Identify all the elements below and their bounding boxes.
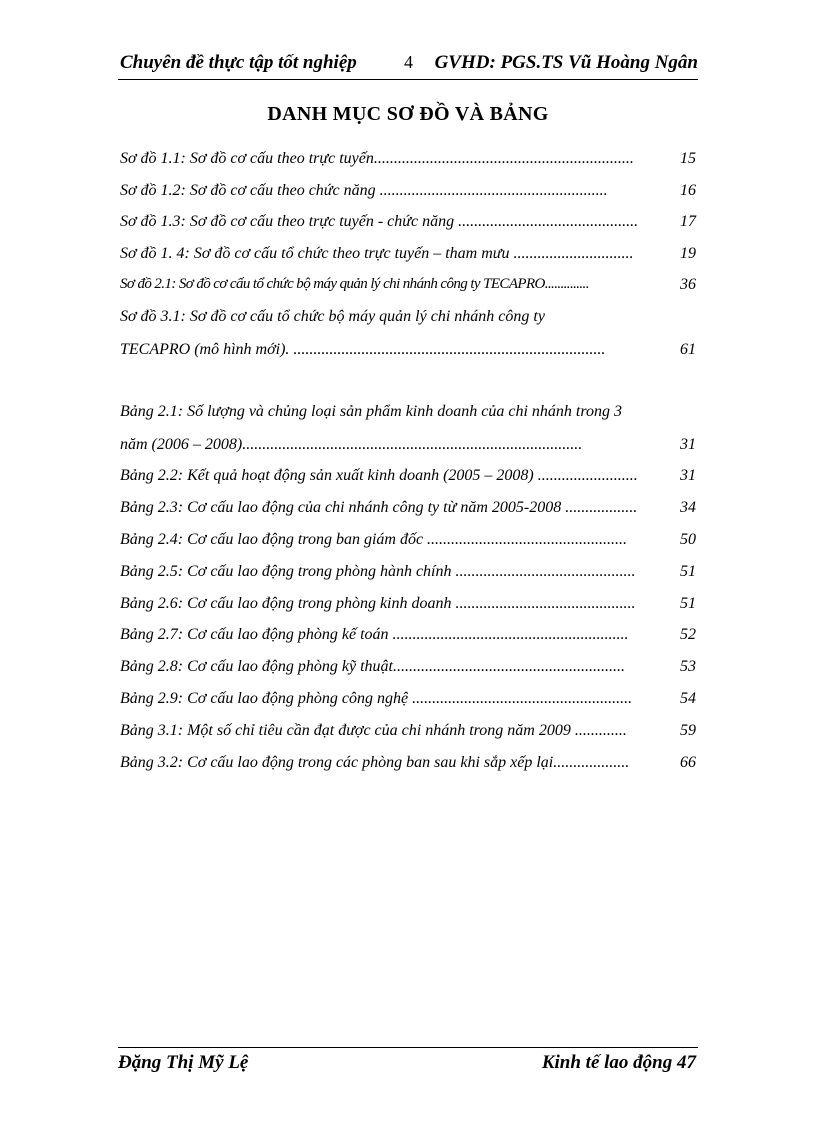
toc-entry-table-2-4[interactable] (120, 531, 696, 553)
footer-divider (118, 1047, 698, 1048)
toc-entry-table-3-1[interactable] (120, 722, 696, 744)
toc-entry-text: Sơ đồ 1.2: Sơ đồ cơ cấu theo chức năng ......................................................... (120, 182, 608, 199)
toc-entry-page: 53 (680, 658, 696, 675)
toc-entry-page: 59 (680, 722, 696, 739)
toc-entry-text: Bảng 2.7: Cơ cấu lao động phòng kế toán ........................................................... (120, 626, 629, 643)
toc-entry-page: 52 (680, 626, 696, 643)
toc-entry-diagram-1-4[interactable] (120, 245, 696, 267)
toc-entry-text: Bảng 2.3: Cơ cấu lao động của chi nhánh công ty từ năm 2005-2008 .................. (120, 499, 638, 516)
toc-entry-page: 15 (680, 150, 696, 167)
toc-entry-text: TECAPRO (mô hình mới). .............................................................................. (120, 341, 606, 358)
toc-entry-page: 16 (680, 182, 696, 199)
toc-entry-text: năm (2006 – 2008)..................................................................................... (120, 436, 583, 453)
toc-entry-table-2-9[interactable] (120, 690, 696, 712)
toc-entry-table-3-2[interactable] (120, 754, 696, 776)
toc-entry-page: 17 (680, 213, 696, 230)
toc-entry-table-2-1-cont[interactable] (120, 436, 696, 458)
toc-entry-table-2-5[interactable] (120, 563, 696, 585)
toc-entry-diagram-2-1[interactable] (120, 276, 696, 298)
toc-entry-table-2-2[interactable] (120, 467, 696, 489)
toc-entry-page: 31 (680, 436, 696, 453)
toc-entry-text: Bảng 2.2: Kết quả hoạt động sản xuất kinh doanh (2005 – 2008) ......................... (120, 467, 638, 484)
toc-entry-text: Sơ đồ 1.1: Sơ đồ cơ cấu theo trực tuyến................................................................. (120, 150, 634, 167)
toc-entry-page: 51 (680, 595, 696, 612)
toc-entry-page: 50 (680, 531, 696, 548)
footer-department: Kinh tế lao động 47 (541, 1052, 696, 1073)
header-course-title: Chuyên đề thực tập tốt nghiệp (120, 52, 357, 73)
toc-entry-table-2-6[interactable] (120, 595, 696, 617)
toc-entry-page: 66 (680, 754, 696, 771)
header-page-number: 4 (404, 52, 413, 72)
toc-entry-page: 51 (680, 563, 696, 580)
toc-entry-text: Bảng 2.9: Cơ cấu lao động phòng công nghệ ....................................................... (120, 690, 633, 707)
toc-entry-text: Bảng 3.2: Cơ cấu lao động trong các phòng ban sau khi sắp xếp lại................... (120, 754, 630, 771)
toc-entry-page: 31 (680, 467, 696, 484)
toc-entry-page: 36 (680, 276, 696, 293)
toc-entry-diagram-3-1[interactable] (120, 308, 696, 330)
page-header (120, 52, 698, 76)
header-supervisor: GVHD: PGS.TS Vũ Hoàng Ngân (434, 52, 698, 73)
toc-entry-table-2-8[interactable] (120, 658, 696, 680)
toc-entry-page: 61 (680, 341, 696, 358)
toc-entry-text: Bảng 3.1: Một số chỉ tiêu cần đạt được của chi nhánh trong năm 2009 ............. (120, 722, 627, 739)
toc-entry-text: Bảng 2.8: Cơ cấu lao động phòng kỹ thuật.......................................................... (120, 658, 625, 675)
toc-entry-diagram-3-1-cont[interactable] (120, 341, 696, 363)
toc-entry-text: Sơ đồ 1. 4: Sơ đồ cơ cấu tổ chức theo trực tuyến – tham mưu .............................. (120, 245, 634, 262)
toc-entry-diagram-1-3[interactable] (120, 213, 696, 235)
toc-entry-table-2-1[interactable] (120, 403, 696, 425)
toc-entry-page: 54 (680, 690, 696, 707)
toc-entry-text: Bảng 2.4: Cơ cấu lao động trong ban giám đốc .................................................. (120, 531, 628, 548)
toc-entry-text: Sơ đồ 1.3: Sơ đồ cơ cấu theo trực tuyến - chức năng ............................................. (120, 213, 639, 230)
toc-entry-diagram-1-1[interactable] (120, 150, 696, 172)
toc-entry-table-2-7[interactable] (120, 626, 696, 648)
toc-entry-text: Bảng 2.6: Cơ cấu lao động trong phòng kinh doanh ............................................. (120, 595, 636, 612)
toc-entry-page: 19 (680, 245, 696, 262)
toc-entry-page: 34 (680, 499, 696, 516)
header-divider (118, 79, 698, 80)
page-title: DANH MỤC SƠ ĐỒ VÀ BẢNG (267, 103, 549, 125)
toc-entry-table-2-3[interactable] (120, 499, 696, 521)
toc-entry-diagram-1-2[interactable] (120, 182, 696, 204)
toc-entry-text: Sơ đồ 3.1: Sơ đồ cơ cấu tổ chức bộ máy quản lý chi nhánh công ty (120, 308, 545, 325)
toc-entry-text: Bảng 2.1: Số lượng và chủng loại sản phẩm kinh doanh của chi nhánh trong 3 (120, 403, 622, 420)
footer-author: Đặng Thị Mỹ Lệ (118, 1052, 249, 1073)
toc-entry-text: Bảng 2.5: Cơ cấu lao động trong phòng hành chính ............................................. (120, 563, 636, 580)
toc-entry-text: Sơ đồ 2.1: Sơ đồ cơ cấu tổ chức bộ máy quản lý chi nhánh công ty TECAPRO.............. (120, 276, 589, 292)
